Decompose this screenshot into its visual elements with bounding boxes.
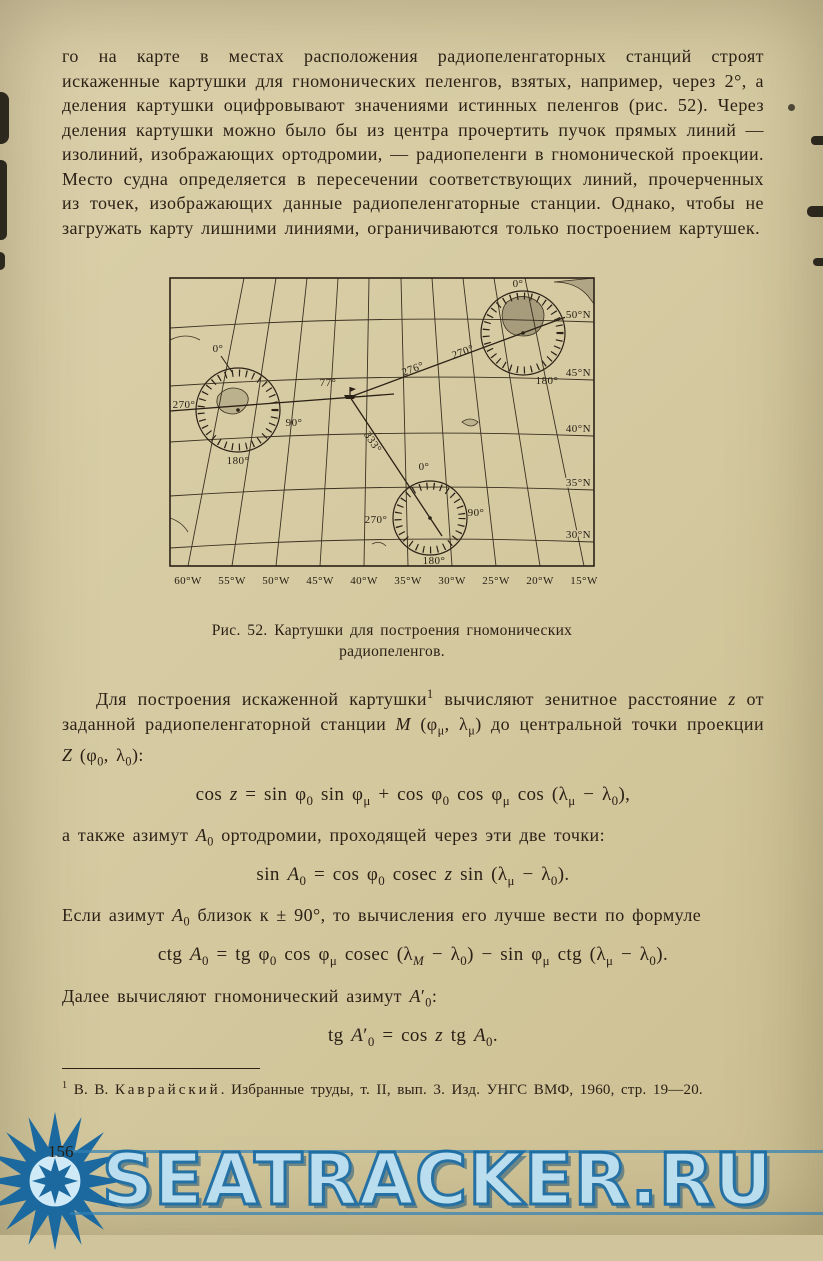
scan-artifact [0,92,9,144]
rose-label: 90° [285,417,303,429]
lat-labels [566,309,591,541]
ship-icon [344,387,356,399]
bearing-label-77: 77° [319,377,337,389]
rose-label: 180° [226,455,250,467]
rose-label: 0° [512,278,524,290]
lon-label: 55°W [218,575,246,587]
bearing-label-333: 333° [361,429,384,456]
scan-artifact [813,258,823,266]
lon-label: 15°W [570,575,598,587]
rose-label: 180° [422,555,446,567]
scan-artifact [807,206,823,217]
lon-label: 25°W [482,575,510,587]
paragraph-azimuth: а также азимут $A_0$ ортодромии, проходящей через эти две точки: [62,824,606,849]
lat-label: 40°N [565,423,591,435]
lon-label: 20°W [526,575,554,587]
bearing-label-276: 276° [400,359,426,379]
compass-rose-left [196,368,280,452]
lat-label: 50°N [565,309,591,321]
rose-label: 270° [364,514,388,526]
lon-label: 60°W [174,575,202,587]
lon-labels [174,575,598,587]
scan-artifact [788,104,795,111]
lon-label: 30°W [438,575,466,587]
formula-sin-a0: $\sin A_0 = \cos \varphi_0$ cosec z $\sin (\lambda_\mu - \lambda_0)$. [256,864,570,888]
paragraph-azimuth-near-90: Если азимут $A_0$ близок к ± 90°, то вычисления его лучше вести по формуле [62,905,702,929]
figure-caption-line1: Рис. 52. Картушки для построения гномонических [211,622,573,639]
footnote-text: $^1$ В. В. Каврайский. Избранные труды, т. II, вып. 3. Изд. УНГС ВМФ, 1960, стр. 19—20. [62,1080,703,1099]
figure-caption [162,620,622,662]
scan-artifact [0,252,5,270]
lon-label: 45°W [306,575,334,587]
formula-tg-a0-prime: tg $A'_0 = \cos z$ tg $A_0$. [328,1024,498,1049]
rose-label: 270° [172,399,196,411]
figure-caption-line2: радиопеленгов. [339,643,445,660]
scan-artifact [0,160,7,240]
lat-label: 45°N [565,367,591,379]
rose-label: 0° [212,343,224,355]
lat-label: 30°N [565,529,591,541]
lat-label: 35°N [565,477,591,489]
scan-artifact [811,136,823,145]
lon-label: 40°W [350,575,378,587]
page-number: 156 [48,1142,74,1161]
watermark-text: SEATRACKER.RU [102,1138,774,1221]
bearing-label-270: 270° [450,342,476,362]
rose-label: 180° [535,375,559,387]
page-content [62,44,764,1101]
figure-map [162,274,622,604]
formula-ctg-a0: ctg $A_0$ = tg $\varphi_0$ $\cos \varphi_\mu$ cosec $(\lambda_M - \lambda_0) - \sin \varphi_\mu$ ctg $(\lambda_\mu - \lambda_0)$. [157,944,669,969]
rose-label: 0° [418,461,430,473]
rose-label: 90° [467,507,485,519]
lon-label: 35°W [394,575,422,587]
gnomonic-map-figure [162,274,622,604]
paragraph-gnomonic-azimuth: Далее вычисляют гномонический азимут $A'_0$: [62,985,438,1010]
paragraph-continuation: го на карте в местах расположения радиопеленгаторных станций строят искаженные картушки для гномонических пеленгов, взятых, например, через 2°, а деления картушки оцифровывают значениями истинных пеленгов (рис. 52). Через деления картушки можно было бы из центра прочертить пучок прямых линий — изолиний, изображающих ортодромии, — радиопеленги в гномонической проекции. Место судна определяется в пересечении соответствующих линий, прочерченных из точек, изображающих данные радиопеленгаторные станции. Однако, чтобы не загружать карту лишними линиями, ограничиваются только построением картушек. [62,46,764,238]
lon-label: 50°W [262,575,290,587]
footnote-rule [62,1068,260,1069]
formula-cos-z: $\cos z = \sin \varphi_0$ $\sin \varphi_\mu + \cos \varphi_0$ $\cos \varphi_\mu$ $\cos (\lambda_\mu - \lambda_0)$, [195,783,631,808]
paragraph-zenith-distance: Для построения искаженной картушки$^1$ вычисляют зенитное расстояние z от заданной радиопеленгаторной станции M ($\varphi_\mu$, $\lambda_\mu$) до центральной точки проекции Z ($\varphi_0$, $\lambda_0$): [62,687,765,769]
